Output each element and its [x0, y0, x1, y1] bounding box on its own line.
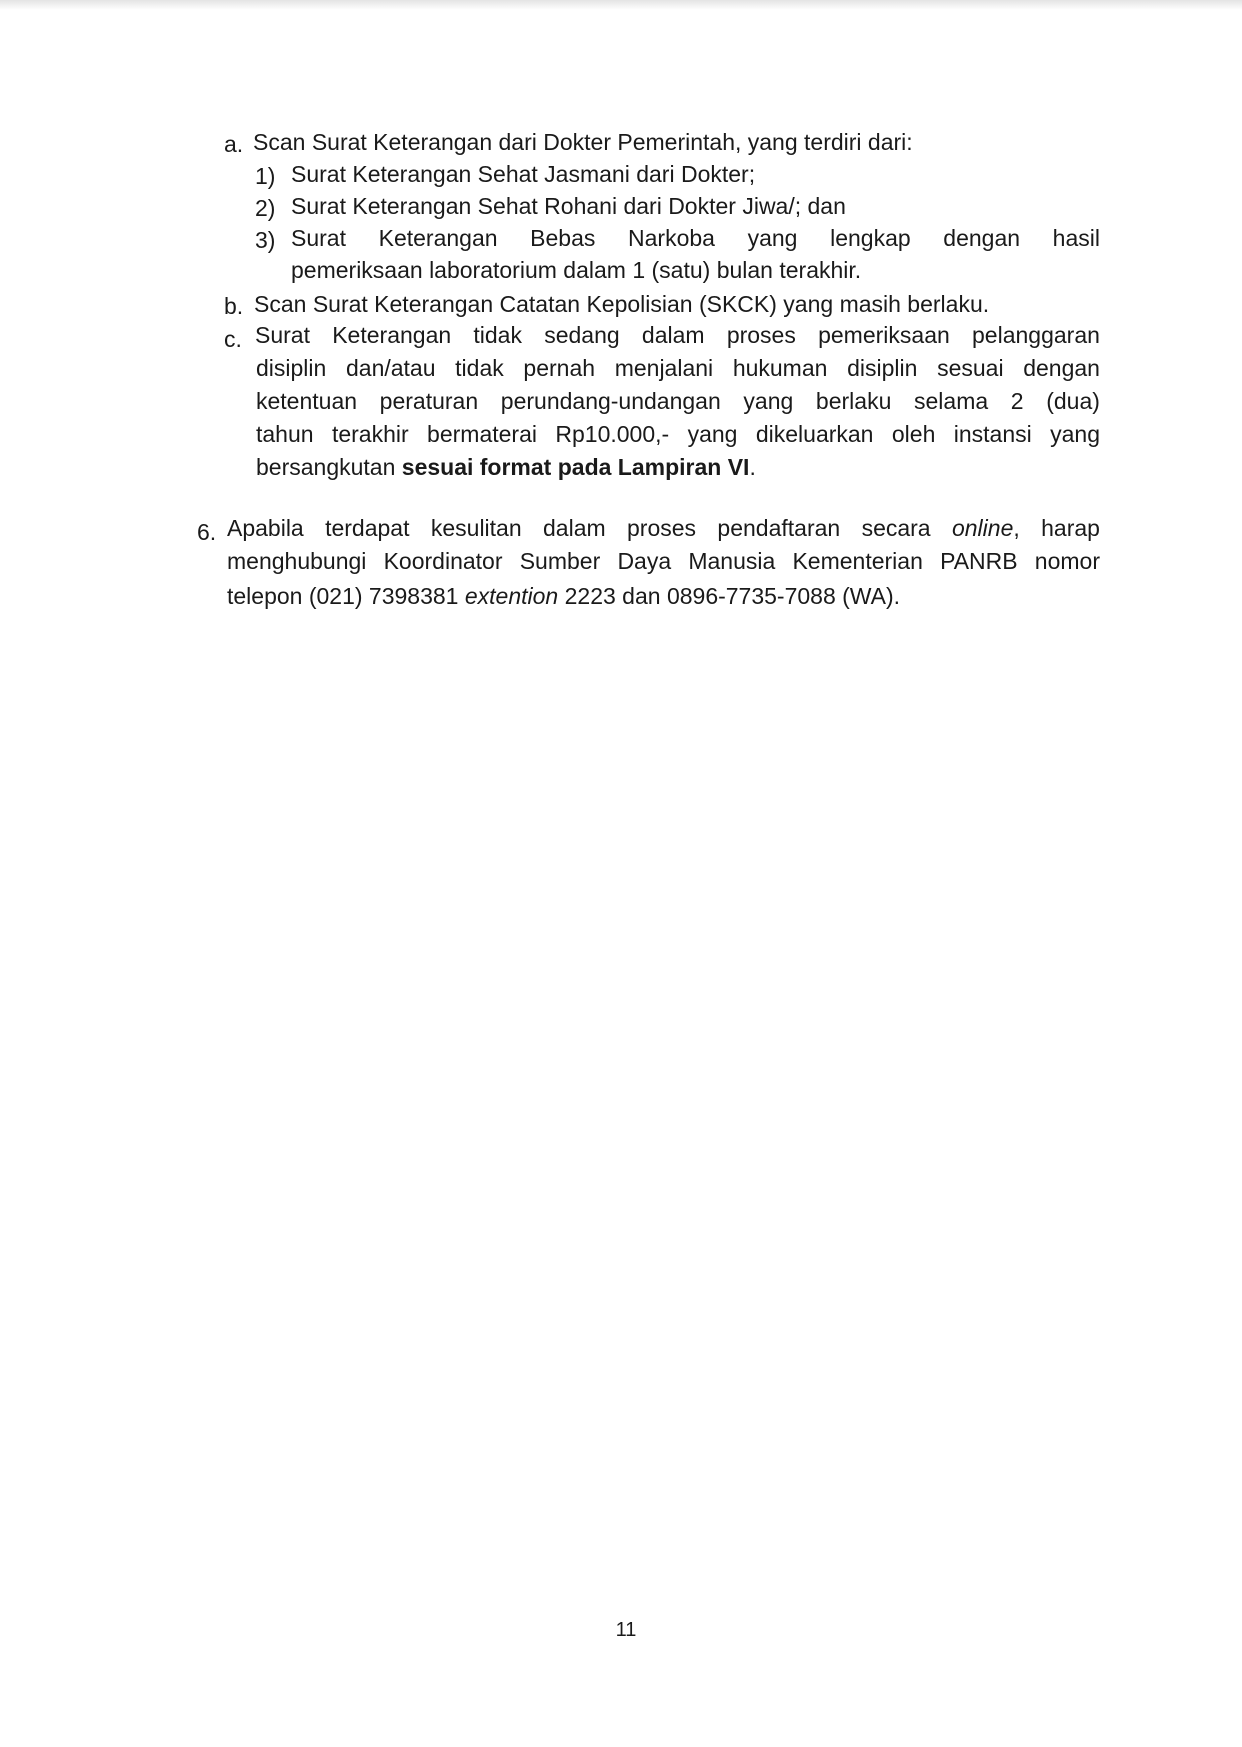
item-6-line-1: Apabila terdapat kesulitan dalam proses pendaftaran secara online, harap [227, 515, 1100, 541]
item-a-marker: a. [224, 131, 244, 157]
item-c-line-1: Surat Keterangan tidak sedang dalam proses pemeriksaan pelanggaran [255, 322, 1100, 348]
item-c-last-prefix: bersangkutan [256, 454, 402, 480]
item-6-l1-italic: online [951, 515, 1014, 541]
item-a3-line-1: Surat Keterangan Bebas Narkoba yang lengkap dengan hasil [291, 225, 1100, 251]
item-a1-text: Surat Keterangan Sehat Jasmani dari Dokter; [291, 161, 756, 187]
item-c-line-3: ketentuan peraturan perundang-undangan yang berlaku selama 2 (dua) [256, 388, 1100, 414]
item-c-marker: c. [224, 326, 242, 352]
item-a3-marker: 3) [255, 227, 276, 253]
item-a1-marker: 1) [255, 163, 276, 189]
item-6-marker: 6. [197, 519, 217, 545]
item-a2-marker: 2) [255, 195, 276, 221]
item-6-line-2: menghubungi Koordinator Sumber Daya Manusia Kementerian PANRB nomor [227, 548, 1100, 574]
item-c-line-4: tahun terakhir bermaterai Rp10.000,- yang dikeluarkan oleh instansi yang [256, 421, 1100, 447]
item-6-line-3 [227, 580, 900, 612]
item-c-last-bold: sesuai format pada Lampiran VI [401, 454, 750, 480]
item-6-l3-italic: extention [464, 583, 559, 609]
item-a3-line-2: pemeriksaan laboratorium dalam 1 (satu) bulan terakhir. [291, 257, 862, 283]
item-c-line-5 [256, 451, 756, 483]
item-6-l3-post: 2223 dan 0896-7735-7088 (WA). [558, 583, 901, 609]
item-b-text: Scan Surat Keterangan Catatan Kepolisian (SKCK) yang masih berlaku. [254, 291, 990, 317]
item-6-l3-pre: telepon (021) 7398381 [227, 583, 465, 609]
item-a2-text: Surat Keterangan Sehat Rohani dari Dokter Jiwa/; dan [291, 193, 846, 219]
item-a-text: Scan Surat Keterangan dari Dokter Pemerintah, yang terdiri dari: [253, 129, 913, 155]
item-b-marker: b. [224, 293, 244, 319]
item-c-line-2: disiplin dan/atau tidak pernah menjalani hukuman disiplin sesuai dengan [256, 355, 1100, 381]
item-c-last-suffix: . [749, 454, 756, 480]
scan-top-edge [0, 0, 1242, 10]
page-number: 11 [615, 1619, 637, 1641]
